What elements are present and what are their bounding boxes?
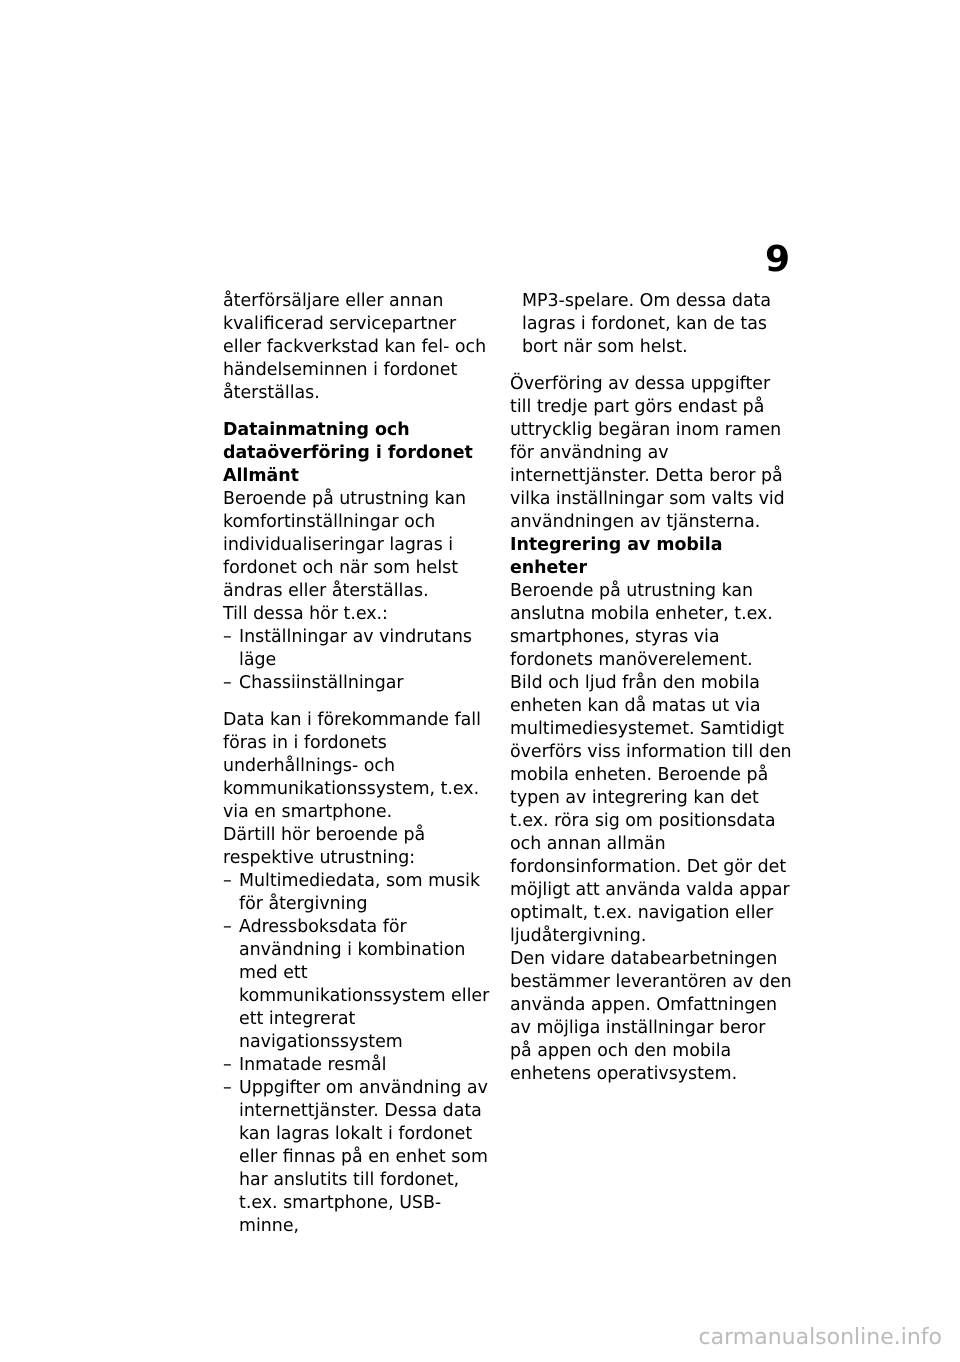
paragraph: återförsäljare eller annan kvalificerad servicepartner eller fackverkstad kan fel- och händelseminnen i fordonet återställas. [223,291,487,403]
paragraph: Därtill hör beroende på respektive utrustning: [223,825,426,868]
paragraph: Överföring av dessa uppgifter till tredje part görs endast på uttrycklig begäran inom ramen för användning av internettjänster. Detta beror på vilka inställningar som valts vid användningen av tjänsterna. [510,374,785,532]
list-item [223,916,495,1054]
paragraph: Beroende på utrustning kan komfortinställningar och individualiseringar lagras i fordonet och när som helst ändras eller återställas. [223,489,467,601]
list-item-text: Adressboksdata för användning i kombination med ett kommunikationssystem eller ett integrerat navigationssystem [239,917,490,1052]
paragraph: Till dessa hör t.ex.: [223,604,388,624]
section-heading: Integrering av mobila enheter [510,535,723,578]
list-marker: – [223,1055,232,1075]
list-item [223,1077,495,1238]
right-column [510,290,792,1086]
list-item-text: Inställningar av vindrutans läge [239,627,472,670]
list-item-text: Chassiinställningar [239,673,404,693]
list-marker: – [223,1078,232,1098]
page-number: 9 [764,239,790,280]
list-marker: – [223,871,232,891]
left-column [223,290,495,1238]
list-item [223,1054,495,1077]
paragraph: Beroende på utrustning kan anslutna mobila enheter, t.ex. smartphones, styras via fordonets manöverelement. [510,581,773,670]
paragraph: Den vidare databearbetningen bestämmer leverantören av den använda appen. Omfattningen av möjliga inställningar beror på appen och den mobila enhetens operativsystem. [510,949,792,1084]
watermark-text: carmanualsonline.info [698,1325,942,1350]
list-item-continuation: MP3-spelare. Om dessa data lagras i fordonet, kan de tas bort när som helst. [522,291,772,357]
list-item [223,626,495,672]
list-marker: – [223,627,232,647]
list-item-text: Multimediedata, som musik för återgivning [239,871,481,914]
list-item [223,672,495,695]
list-marker: – [223,917,232,937]
list-marker: – [223,673,232,693]
section-heading: Datainmatning och dataöverföring i fordonet [223,420,473,463]
list-item-text: Uppgifter om användning av internettjänster. Dessa data kan lagras lokalt i fordonet eller finnas på en enhet som har anslutits till fordonet, t.ex. smartphone, USB-minne, [239,1078,488,1236]
list-item-text: Inmatade resmål [239,1055,387,1075]
subsection-heading: Allmänt [223,466,299,486]
list-item [223,870,495,916]
paragraph: Bild och ljud från den mobila enheten kan då matas ut via multimediesystemet. Samtidigt överförs viss information till den mobila enheten. Beroende på typen av integrering kan det t.ex. röra sig om positionsdata och annan allmän fordonsinformation. Det gör det möjligt att använda valda appar optimalt, t.ex. navigation eller ljudåtergivning. [510,673,792,946]
paragraph: Data kan i förekommande fall föras in i fordonets underhållnings- och kommunikationssystem, t.ex. via en smartphone. [223,710,481,822]
